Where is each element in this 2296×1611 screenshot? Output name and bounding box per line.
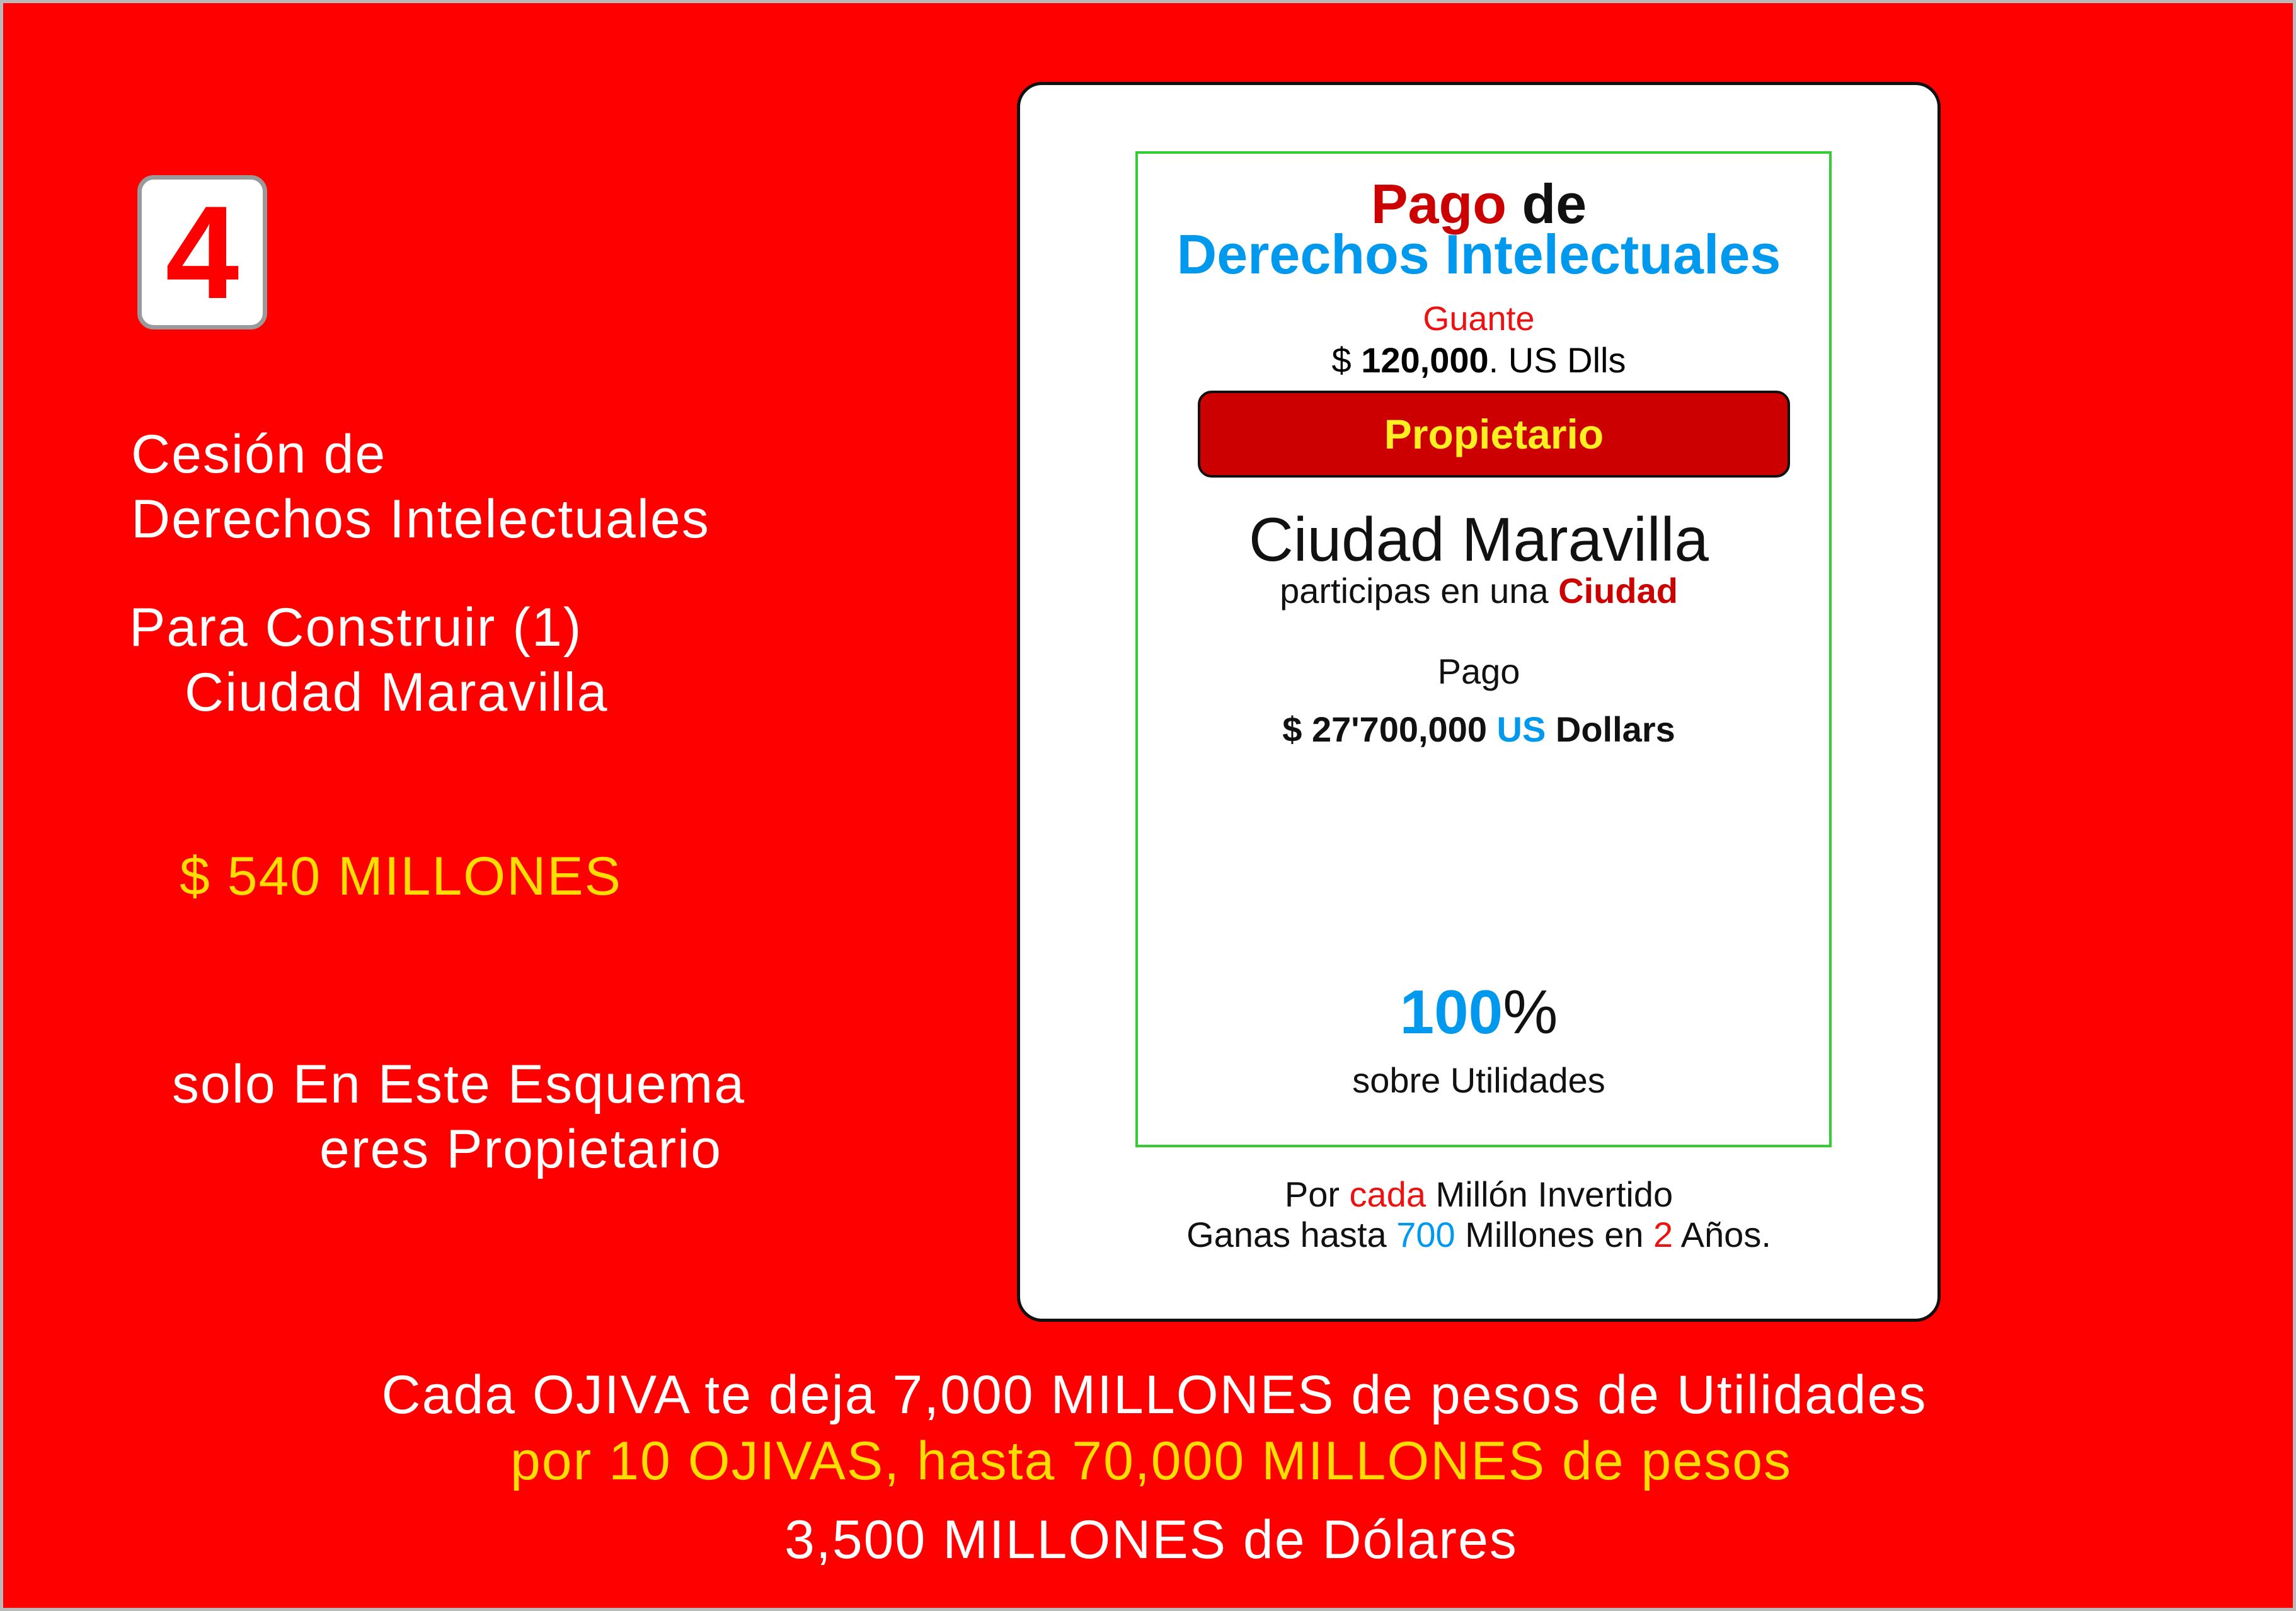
guante-price — [1020, 340, 1937, 381]
participas-text — [1020, 570, 1937, 611]
slide-background — [3, 3, 2293, 1608]
construir-line-2: Ciudad Maravilla — [185, 662, 609, 723]
card-title-line-2: Derechos Intelectuales — [1176, 223, 1781, 285]
city-name: Ciudad Maravilla — [1249, 505, 1709, 574]
ganas-700: 700 — [1396, 1215, 1455, 1254]
dollars-value: $ 27'700,000 — [1282, 709, 1497, 749]
price-value: 120,000 — [1361, 340, 1489, 380]
pago-label: Pago — [1437, 651, 1520, 691]
participas-ciudad: Ciudad — [1558, 571, 1678, 611]
ganas-line — [1020, 1214, 1937, 1255]
esquema-line-2: eres Propietario — [319, 1119, 723, 1179]
por-prefix: Por — [1284, 1174, 1350, 1214]
ganas-prefix: Ganas hasta — [1186, 1215, 1397, 1254]
step-number-badge: 4 — [137, 175, 267, 330]
ganas-suffix: Años. — [1673, 1215, 1771, 1254]
guante-label: Guante — [1423, 300, 1535, 338]
price-suffix: . US Dlls — [1488, 340, 1626, 380]
title-pago: Pago — [1370, 173, 1507, 235]
ganas-mid: Millones en — [1455, 1215, 1654, 1254]
ganas-2: 2 — [1653, 1215, 1673, 1254]
bottom-line-1: Cada OJIVA te deja 7,000 MILLONES de pesos de Utilidades — [381, 1365, 1927, 1425]
percent-sign: % — [1503, 977, 1558, 1046]
percent-value — [1020, 977, 1937, 1048]
propietario-button[interactable]: Propietario — [1198, 391, 1790, 478]
amount-text: $ 540 MILLONES — [180, 846, 623, 907]
esquema-line-1: solo En Este Esquema — [172, 1054, 746, 1115]
construir-line-1: Para Construir (1) — [129, 597, 583, 658]
bottom-line-2: por 10 OJIVAS, hasta 70,000 MILLONES de pesos — [510, 1431, 1793, 1491]
title-de: de — [1507, 173, 1587, 235]
dollars-amount — [1020, 709, 1937, 750]
percent-number: 100 — [1399, 977, 1503, 1046]
participas-prefix: participas en una — [1280, 571, 1559, 611]
dollars-us: US — [1496, 709, 1546, 749]
payment-card — [1017, 82, 1941, 1322]
dollars-word: Dollars — [1546, 709, 1675, 749]
sobre-utilidades: sobre Utilidades — [1352, 1060, 1605, 1100]
cesion-line-2: Derechos Intelectuales — [131, 489, 710, 549]
por-cada-line — [1020, 1174, 1937, 1215]
bottom-line-3: 3,500 MILLONES de Dólares — [784, 1510, 1518, 1570]
por-cada: cada — [1349, 1174, 1426, 1214]
price-prefix: $ — [1331, 340, 1362, 380]
por-suffix: Millón Invertido — [1425, 1174, 1673, 1214]
cesion-line-1: Cesión de — [131, 424, 387, 484]
